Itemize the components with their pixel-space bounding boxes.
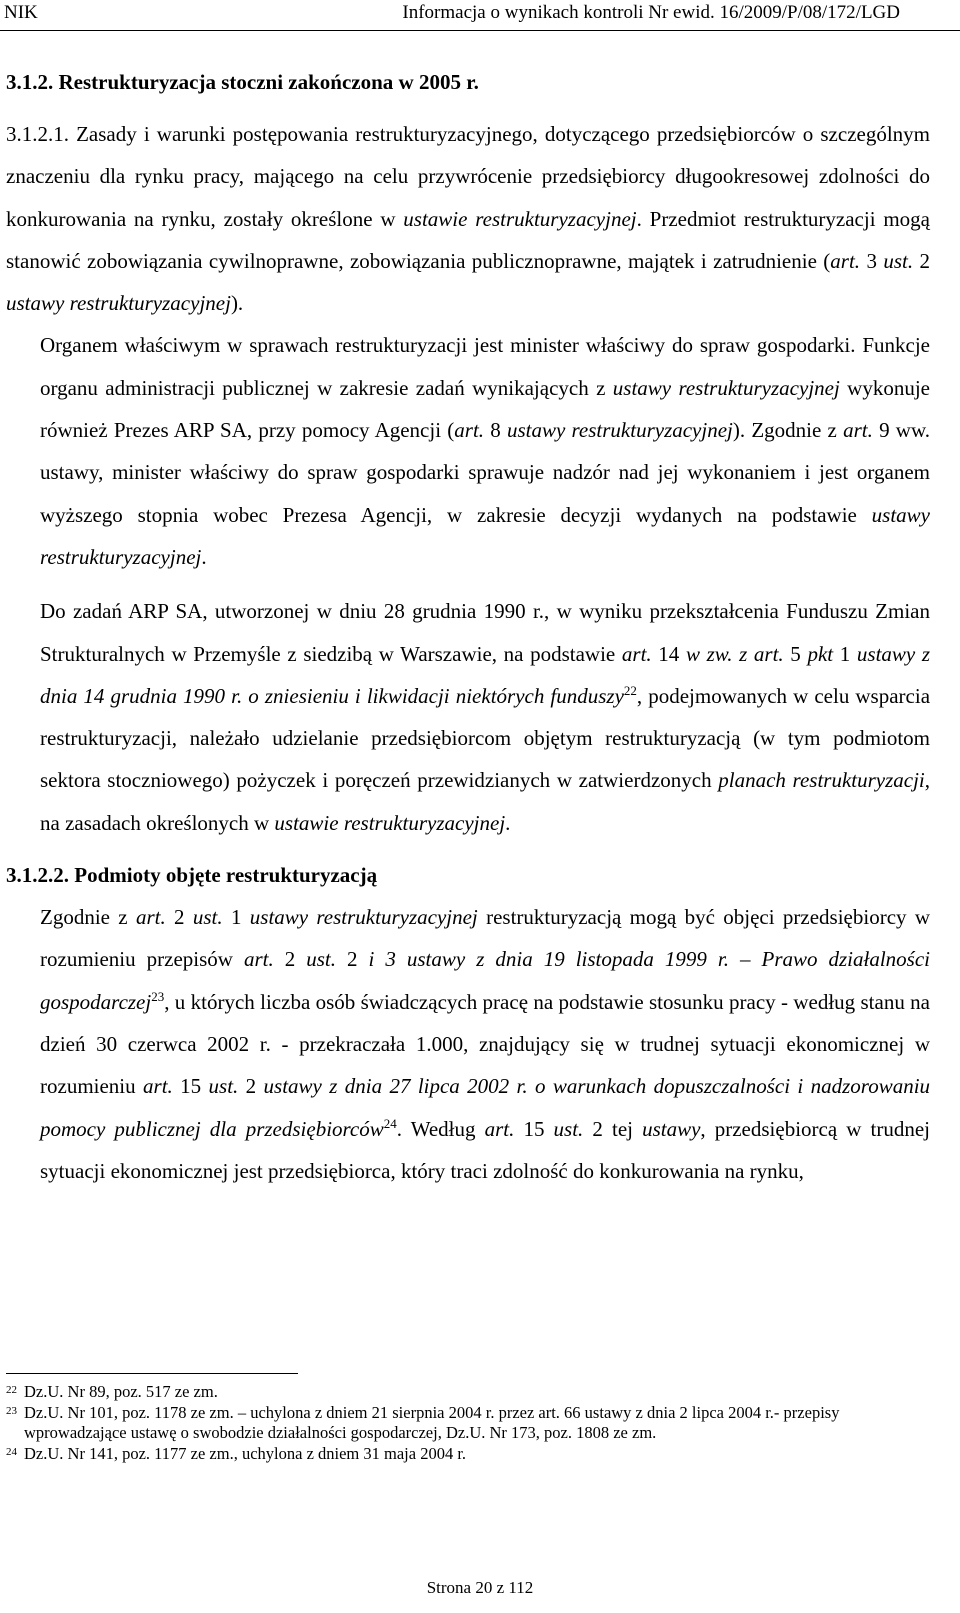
- footnote-ref-23[interactable]: 23: [151, 988, 165, 1004]
- header-org: NIK: [4, 2, 38, 23]
- footnotes: [6, 1382, 906, 1464]
- paragraph-number: 3.1.2.1.: [6, 122, 69, 146]
- footnote-ref-24[interactable]: 24: [383, 1115, 397, 1131]
- paragraph-organ: Organem właściwym w sprawach restrukturyzacji jest minister właściwy do spraw gospodarki. Funkcje organu administracji publicznej w zakresie zadań wynikających z ustawy restrukturyzacyjnej wykonuje również Prezes ARP SA, przy pomocy Agencji (art. 8 ustawy restrukturyzacyjnej). Zgodnie z art. 9 ww. ustawy, minister właściwy do spraw gospodarki sprawuje nadzór nad jej wykonaniem i jest organem wyższego stopnia wobec Prezesa Agencji, w zakresie decyzji wydanych na podstawie ustawy restrukturyzacyjnej.: [40, 333, 930, 569]
- page-number: Strona 20 z 112: [426, 1578, 534, 1597]
- subsection-heading: 3.1.2.2. Podmioty objęte restrukturyzacją: [6, 863, 378, 888]
- paragraph-arp: Do zadań ARP SA, utworzonej w dniu 28 grudnia 1990 r., w wyniku przekształcenia Funduszu Zmian Strukturalnych w Przemyśle z siedzibą w Warszawie, na podstawie art. 14 w zw. z art. 5 pkt 1 ustawy z dnia 14 grudnia 1990 r. o zniesieniu i likwidacji niektórych funduszy$^{22}$, podejmowanych w celu wsparcia restrukturyzacji, należało udzielanie przedsiębiorcom objętym restrukturyzacją (w tym podmiotom sektora stoczniowego) pożyczek i poręczeń przewidzianych w zatwierdzonych planach restrukturyzacji, na zasadach określonych w ustawie restrukturyzacyjnej.: [40, 599, 931, 835]
- footnote-ref-22[interactable]: 22: [623, 682, 637, 698]
- section-title: 3.1.2. Restrukturyzacja stoczni zakończona w 2005 r.: [6, 70, 479, 94]
- header-report-id: Informacja o wynikach kontroli Nr ewid. 16/2009/P/08/172/LGD: [402, 2, 900, 23]
- footnote-23: 23 Dz.U. Nr 101, poz. 1178 ze zm. – uchylona z dniem 21 sierpnia 2004 r. przez art. 66 ustawy z dnia 2 lipca 2004 r.- przepisy wprowadzające ustawę o swobodzie działalności gospodarczej, Dz.U. Nr 173, poz. 1808 ze zm.: [6, 1402, 840, 1442]
- page-header: [0, 0, 960, 31]
- paragraph-3-1-2-1: 3.1.2.1. Zasady i warunki postępowania restrukturyzacyjnego, dotyczącego przedsiębiorców o szczególnym znaczeniu dla rynku pracy, mającego na celu przywrócenie przedsiębiorcy długookresowej zdolności do konkurowania na rynku, zostały określone w ustawie restrukturyzacyjnej. Przedmiot restrukturyzacji mogą stanowić zobowiązania cywilnoprawne, zobowiązania publicznoprawne, majątek i zatrudnienie (art. 3 ust. 2 ustawy restrukturyzacyjnej).: [6, 122, 931, 316]
- footnote-22: 22 Dz.U. Nr 89, poz. 517 ze zm.: [6, 1382, 218, 1401]
- footnote-24: 24 Dz.U. Nr 141, poz. 1177 ze zm., uchylona z dniem 31 maja 2004 r.: [6, 1443, 467, 1463]
- footnote-divider: [6, 1373, 298, 1374]
- paragraph-podmioty: Zgodnie z art. 2 ust. 1 ustawy restrukturyzacyjnej restrukturyzacją mogą być objęci przedsiębiorcy w rozumieniu przepisów art. 2 ust. 2 i 3 ustawy z dnia 19 listopada 1999 r. – Prawo działalności gospodarczej$^{23}$, u których liczba osób świadczących pracę na podstawie stosunku pracy - według stanu na dzień 30 czerwca 2002 r. - przekraczała 1.000, znajdujący się w trudnej sytuacji ekonomicznej w rozumieniu art. 15 ust. 2 ustawy z dnia 27 lipca 2002 r. o warunkach dopuszczalności i nadzorowaniu pomocy publicznej dla przedsiębiorców$^{24}$. Według art. 15 ust. 2 tej ustawy, przedsiębiorcą w trudnej sytuacji ekonomicznej jest przedsiębiorca, który traci zdolność do konkurowania na rynku,: [40, 905, 931, 1183]
- document-body: [6, 113, 931, 1192]
